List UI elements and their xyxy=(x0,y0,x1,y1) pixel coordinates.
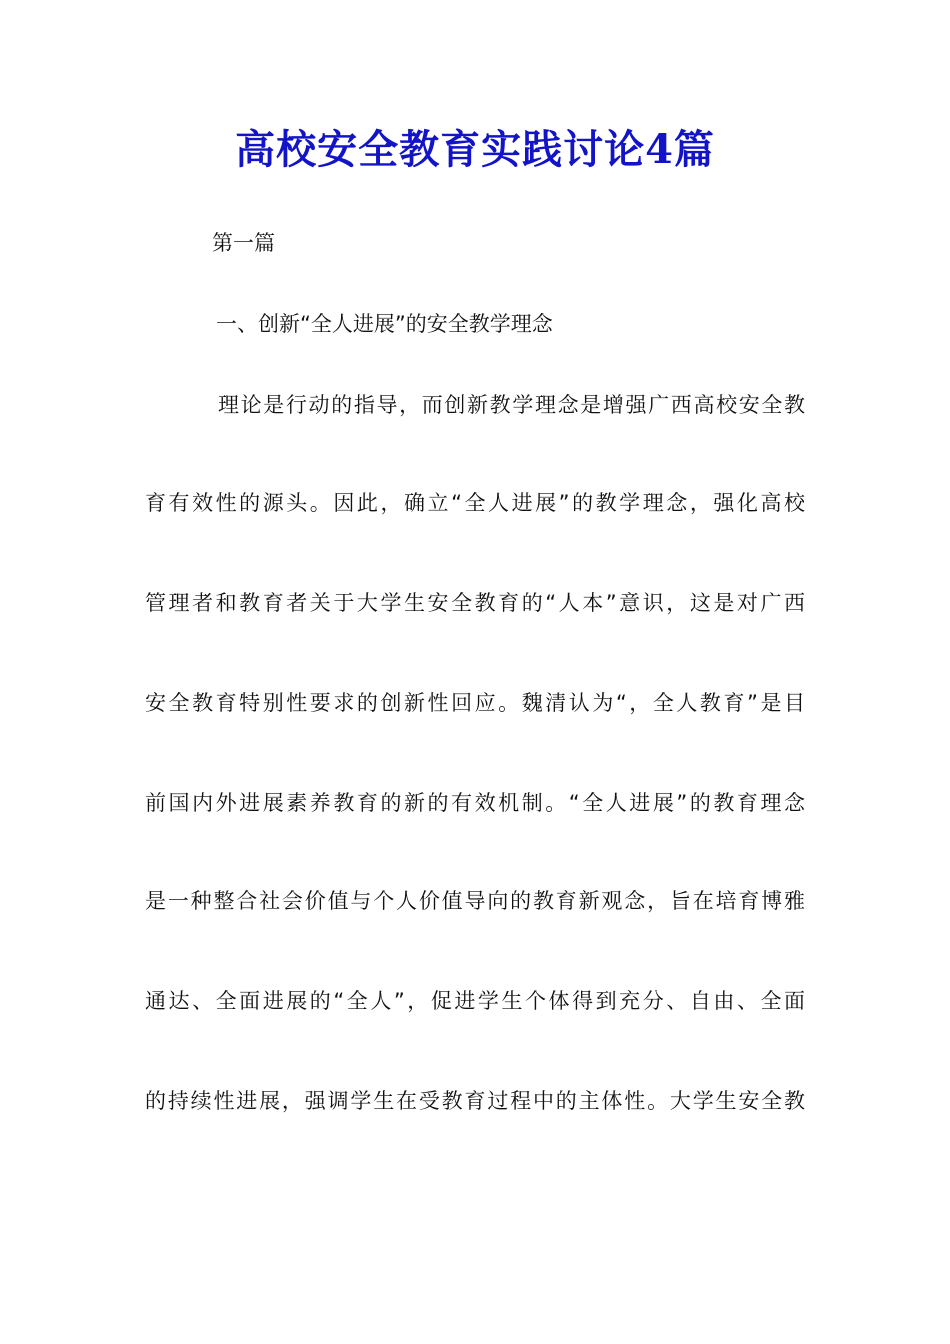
paragraph-line: 是一种整合社会价值与个人价值导向的教育新观念，旨在培育博雅 xyxy=(145,889,805,913)
section-heading: 一、创新“全人进展”的安全教学理念 xyxy=(216,312,553,336)
section-label: 第一篇 xyxy=(212,231,275,255)
paragraph-line: 管理者和教育者关于大学生安全教育的“人本”意识，这是对广西 xyxy=(145,591,805,615)
paragraph-line: 前国内外进展素养教育的新的有效机制。“全人进展”的教育理念 xyxy=(145,791,805,815)
document-title: 高校安全教育实践讨论4篇 xyxy=(235,126,715,173)
paragraph-line: 安全教育特别性要求的创新性回应。魏清认为“，全人教育”是目 xyxy=(145,691,805,715)
paragraph-line: 通达、全面进展的“全人”，促进学生个体得到充分、自由、全面 xyxy=(145,989,805,1013)
paragraph-line: 的持续性进展，强调学生在受教育过程中的主体性。大学生安全教 xyxy=(145,1089,805,1113)
paragraph-line: 育有效性的源头。因此，确立“全人进展”的教学理念，强化高校 xyxy=(145,491,805,515)
paragraph-line: 理论是行动的指导，而创新教学理念是增强广西高校安全教 xyxy=(218,393,805,417)
